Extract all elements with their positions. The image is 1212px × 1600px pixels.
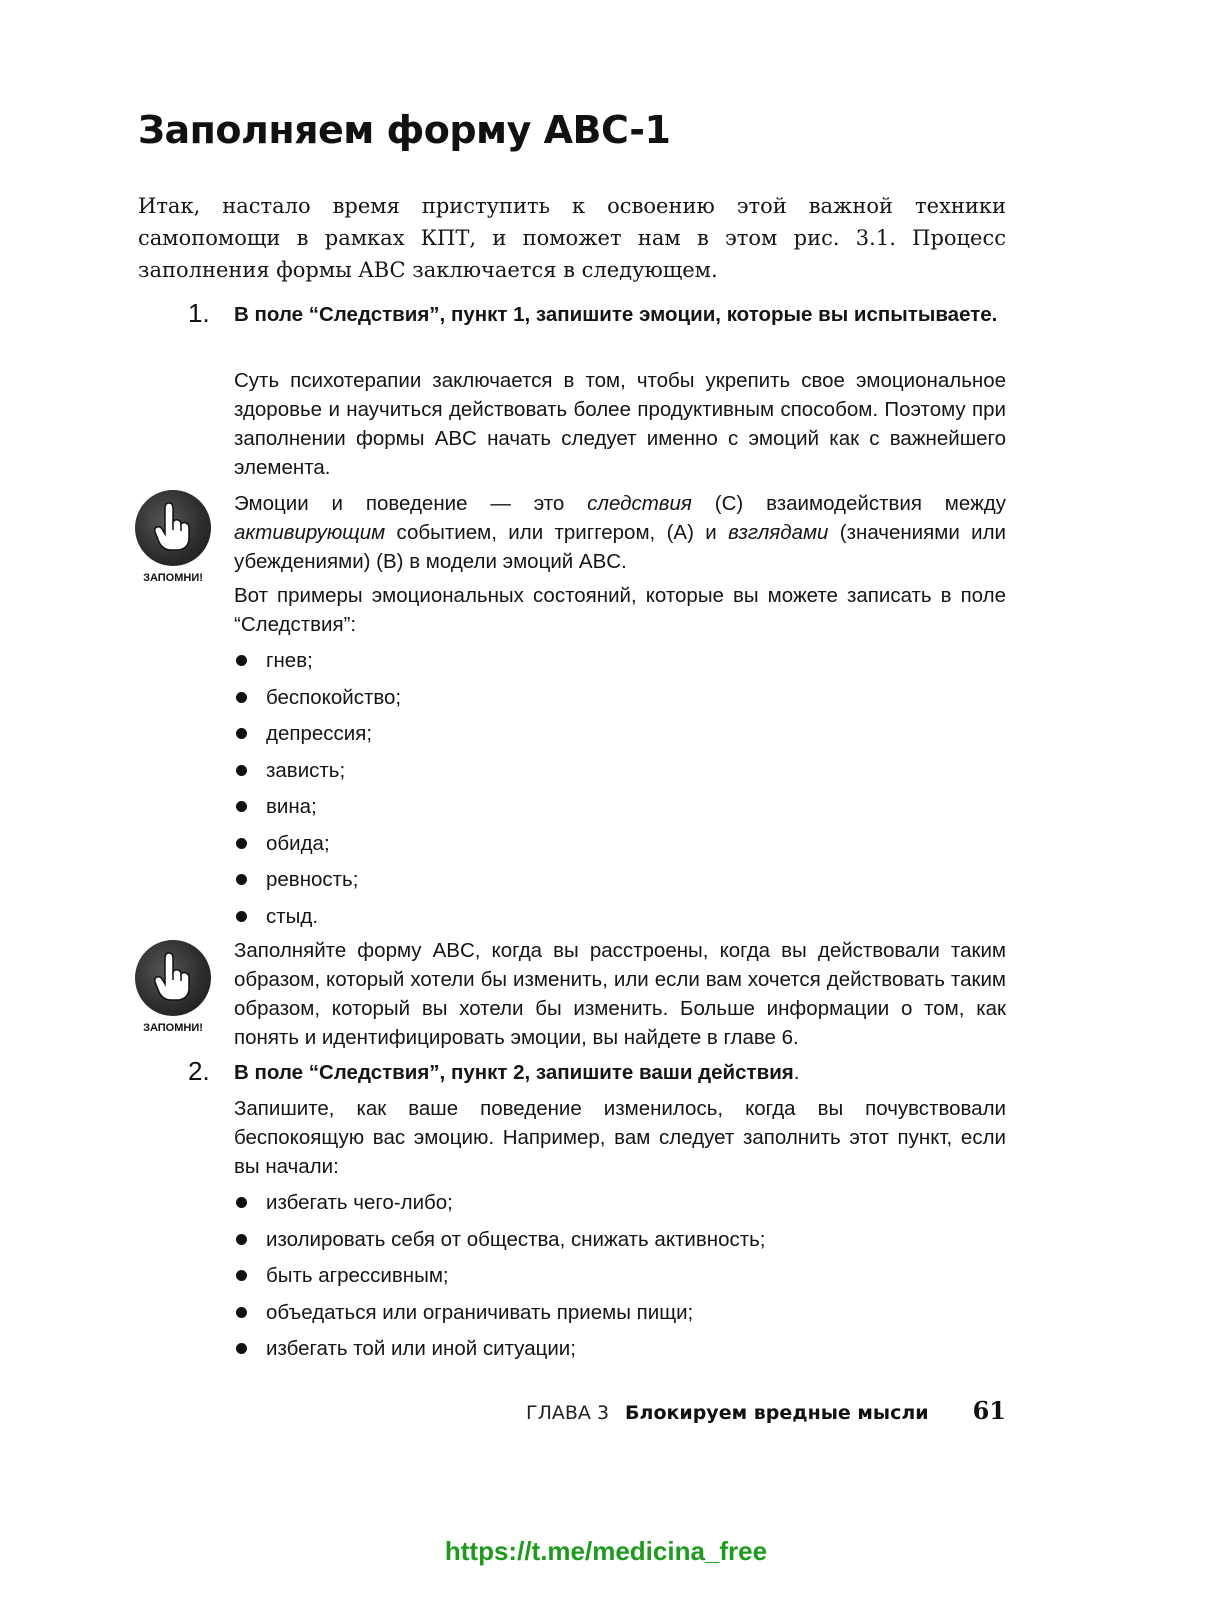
remember-1-part3: событием, или триггером, (A) и — [385, 521, 729, 544]
step-number-2: 2. — [188, 1056, 210, 1086]
step-number-1: 1. — [188, 298, 210, 328]
bullet-icon — [236, 874, 247, 885]
remember-1-em-activating: активирующим — [234, 521, 386, 544]
bullet-icon — [236, 655, 247, 666]
page-title: Заполняем форму ABC-1 — [138, 108, 671, 152]
list-item: беспокойство; — [234, 683, 1006, 720]
step-2-heading: В поле “Следствия”, пункт 2, запишите ваши действия. — [234, 1061, 800, 1084]
remember-1-text — [234, 489, 1006, 576]
remember-label: ЗАПОМНИ! — [143, 572, 203, 584]
emotions-list — [234, 646, 1006, 938]
list-item: зависть; — [234, 756, 1006, 793]
chapter-label: ГЛАВА 3 — [526, 1402, 610, 1424]
hand-pointer-icon — [153, 952, 193, 1002]
bullet-icon — [236, 765, 247, 776]
list-item: избегать той или иной ситуации; — [234, 1334, 1006, 1371]
list-item: стыд. — [234, 902, 1006, 939]
step-2-paragraph: Запишите, как ваше поведение изменилось, когда вы почувствовали беспокоящую вас эмоцию. Например, вам следует заполнить этот пункт, если вы начали: — [234, 1097, 1006, 1178]
bullet-icon — [236, 1343, 247, 1354]
list-item: избегать чего-либо; — [234, 1188, 1006, 1225]
list-item: вина; — [234, 792, 1006, 829]
remember-circle — [135, 940, 211, 1016]
bullet-icon — [236, 911, 247, 922]
bullet-icon — [236, 1270, 247, 1281]
list-item: быть агрессивным; — [234, 1261, 1006, 1298]
remember-1-part2: (C) взаимодействия между — [691, 492, 1006, 515]
bullet-icon — [236, 801, 247, 812]
actions-list — [234, 1188, 1006, 1371]
examples-intro: Вот примеры эмоциональных состояний, которые вы можете записать в поле “Следствия”: — [234, 584, 1006, 636]
list-item: ревность; — [234, 865, 1006, 902]
list-item: депрессия; — [234, 719, 1006, 756]
remember-1-part4: (значениями или убеждениями) (B) в модели эмоций ABC. — [234, 521, 1006, 573]
remember-label: ЗАПОМНИ! — [143, 1022, 203, 1034]
remember-1-em-beliefs: взглядами — [728, 521, 829, 544]
remember-badge-2 — [134, 940, 212, 1034]
hand-pointer-icon — [153, 502, 193, 552]
step-2-heading-bold: В поле “Следствия”, пункт 2, запишите ваши действия — [234, 1061, 794, 1084]
bullet-icon — [236, 1307, 247, 1318]
chapter-title: Блокируем вредные мысли — [625, 1402, 929, 1424]
remember-1-em-consequences: следствия — [587, 492, 692, 515]
bullet-icon — [236, 1197, 247, 1208]
bullet-icon — [236, 728, 247, 739]
list-item: обида; — [234, 829, 1006, 866]
remember-2-text: Заполняйте форму ABC, когда вы расстроены, когда вы действовали таким образом, который хотели бы изменить, или если вам хочется действовать таким образом, который вы хотели бы изменить. Больше информации о том, как понять и идентифицировать эмоции, вы найдете в главе 6. — [234, 939, 1006, 1049]
list-item: изолировать себя от общества, снижать активность; — [234, 1225, 1006, 1262]
intro-paragraph: Итак, настало время приступить к освоению этой важной техники самопомощи в рамках КПТ, и поможет нам в этом рис. 3.1. Процесс заполнения формы ABC заключается в следующем. — [138, 194, 1006, 282]
bullet-icon — [236, 692, 247, 703]
page-footer — [0, 1396, 1006, 1428]
page-number: 61 — [972, 1396, 1006, 1425]
bullet-icon — [236, 1234, 247, 1245]
remember-badge-1 — [134, 490, 212, 584]
watermark-link[interactable]: https://t.me/medicina_free — [444, 1536, 768, 1566]
remember-circle — [135, 490, 211, 566]
bullet-icon — [236, 838, 247, 849]
list-item: объедаться или ограничивать приемы пищи; — [234, 1298, 1006, 1335]
list-item: гнев; — [234, 646, 1006, 683]
remember-1-part1: Эмоции и поведение — это — [234, 492, 588, 515]
step-1-paragraph: Суть психотерапии заключается в том, чтобы укрепить свое эмоциональное здоровье и научиться действовать более продуктивным способом. Поэтому при заполнении формы ABC начать следует именно с эмоций как с важнейшего элемента. — [234, 369, 1006, 479]
step-1-heading: В поле “Следствия”, пункт 1, запишите эмоции, которые вы испытываете. — [234, 303, 998, 326]
